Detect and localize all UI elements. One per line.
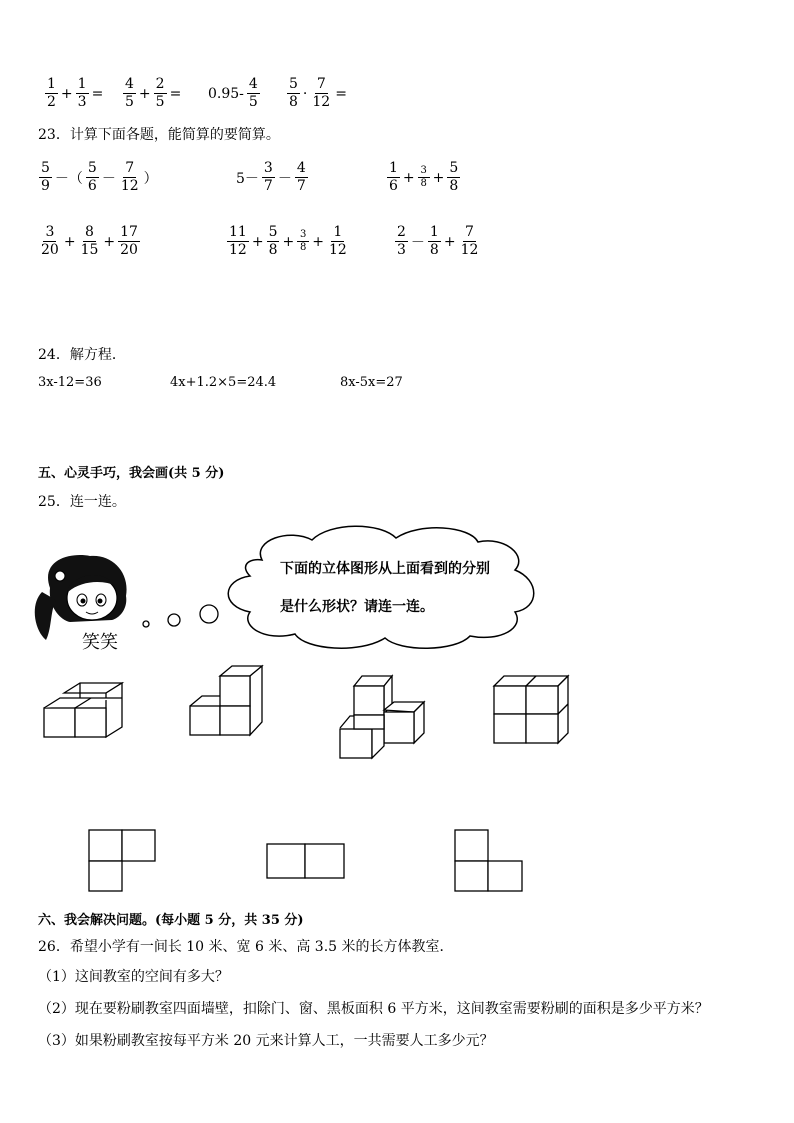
fraction: $\frac{11}{12}$	[229, 224, 247, 258]
q23-title: 23．计算下面各题，能简算的要简算。	[38, 127, 280, 143]
q23-expr-r2c2: $\frac{11}{12}$ + $\frac{5}{8}$ + $\frac{3}{8}$ + $\frac{1}{12}$	[229, 224, 347, 258]
fraction: $\frac{2}{3}$	[397, 224, 406, 258]
fraction: $\frac{3}{20}$	[41, 224, 59, 258]
fraction: $\frac{1}{12}$	[328, 224, 347, 258]
q22-expr-4: $\frac{5}{8}$ · $\frac{7}{12}$ =	[289, 76, 347, 110]
character-name: 笑笑	[82, 632, 118, 653]
q24-equation-2: 4x+1.2×5=24.4	[170, 375, 277, 390]
q26-part-2: （2）现在要粉刷教室四面墙壁，扣除门、窗、黑板面积 6 平方米，这间教室需要粉刷的面积是多少平方米？	[38, 1001, 709, 1017]
q22-expr-1: $\frac{1}{2}$ + $\frac{1}{3}$ =	[47, 76, 104, 110]
fraction: $\frac{3}{7}$	[263, 160, 273, 194]
q23-expr-r1c3: $\frac{1}{6}$ + $\frac{3}{8}$ + $\frac{5}{8}$	[389, 160, 459, 194]
fraction: $\frac{7}{12}$	[120, 160, 139, 194]
q23-expr-r1c2: 5－ $\frac{3}{7}$ － $\frac{4}{7}$	[236, 160, 306, 194]
q25-title: 25．连一连。	[38, 494, 126, 510]
q24-equation-3: 8x-5x=27	[340, 375, 403, 390]
fraction: $\frac{5}{8}$	[268, 224, 278, 258]
q23-expr-r1c1: $\frac{5}{9}$ －（ $\frac{5}{6}$ － $\frac{7}{12}$ ）	[41, 160, 158, 194]
q24-title: 24．解方程．	[38, 347, 126, 363]
fraction: $\frac{3}{8}$	[297, 229, 309, 254]
section-5-title: 五、心灵手巧，我会画(共 5 分)	[38, 466, 225, 481]
fraction: $\frac{1}{8}$	[429, 224, 439, 258]
bubble-text-line-2: 是什么形状？请连一连。	[280, 599, 434, 615]
fraction: $\frac{4}{7}$	[296, 160, 306, 194]
q23-expr-r2c1: $\frac{3}{20}$ + $\frac{8}{15}$ + $\frac{17}{20}$	[41, 224, 138, 258]
q22-expr-3: 0.95- $\frac{4}{5}$	[208, 76, 258, 110]
fraction: $\frac{5}{6}$	[87, 160, 97, 194]
fraction: $\frac{2}{5}$	[155, 76, 165, 110]
fraction: $\frac{8}{15}$	[80, 224, 99, 258]
fraction: $\frac{17}{20}$	[120, 224, 138, 258]
q26-title: 26．希望小学有一间长 10 米、宽 6 米、高 3.5 米的长方体教室．	[38, 939, 454, 955]
fraction: $\frac{5}{8}$	[289, 76, 298, 110]
fraction: $\frac{7}{12}$	[312, 76, 331, 110]
q24-equation-1: 3x-12=36	[38, 375, 102, 390]
fraction: $\frac{1}{2}$	[47, 76, 56, 110]
fraction: $\frac{7}{12}$	[460, 224, 479, 258]
fraction: $\frac{3}{8}$	[418, 165, 430, 190]
q26-part-1: （1）这间教室的空间有多大？	[38, 969, 229, 985]
fraction: $\frac{4}{5}$	[125, 76, 134, 110]
fraction: $\frac{5}{9}$	[41, 160, 50, 194]
fraction: $\frac{4}{5}$	[248, 76, 258, 110]
q22-expr-2: $\frac{4}{5}$ + $\frac{2}{5}$ =	[125, 76, 182, 110]
q23-expr-r2c3: $\frac{2}{3}$ － $\frac{1}{8}$ + $\frac{7}{12}$	[397, 224, 479, 258]
bubble-text-line-1: 下面的立体图形从上面看到的分别	[280, 561, 490, 577]
q26-part-3: （3）如果粉刷教室按每平方米 20 元来计算人工，一共需要人工多少元？	[38, 1033, 494, 1049]
fraction: $\frac{1}{3}$	[77, 76, 87, 110]
fraction: $\frac{1}{6}$	[389, 160, 398, 194]
fraction: $\frac{5}{8}$	[449, 160, 459, 194]
section-6-title: 六、我会解决问题。(每小题 5 分，共 35 分)	[38, 913, 304, 928]
